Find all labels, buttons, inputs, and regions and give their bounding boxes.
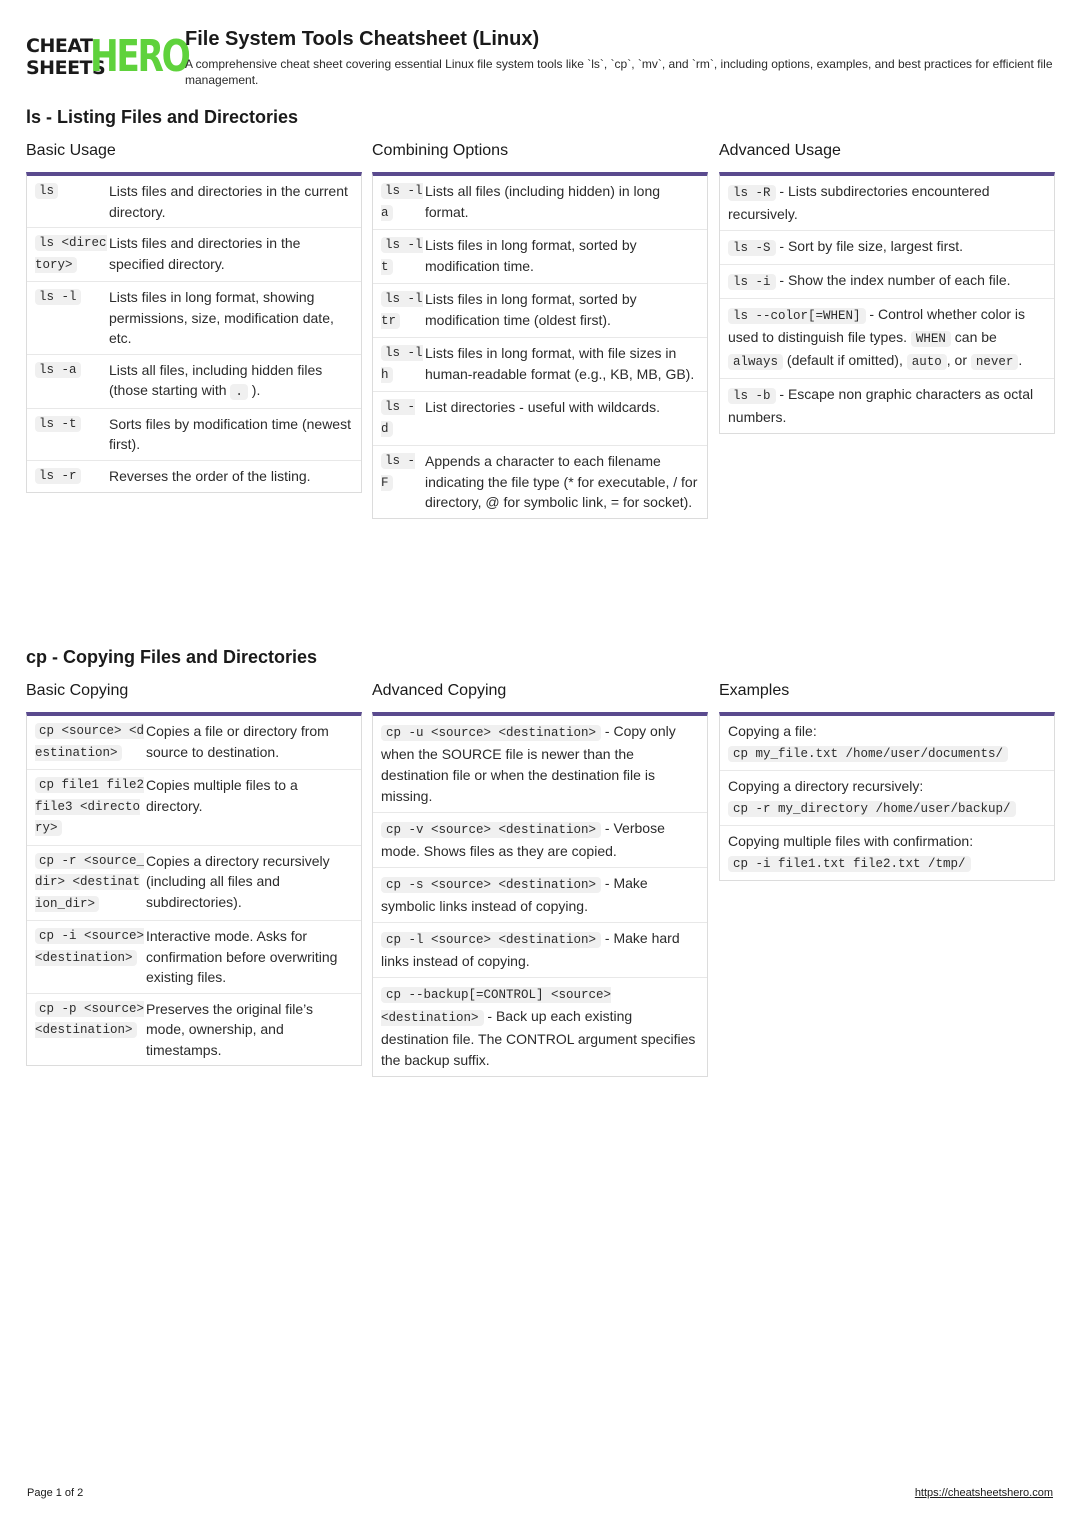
cp-basic-card (26, 712, 362, 1066)
table-row (720, 826, 1054, 880)
command-code: cp -r my_directory /home/user/backup/ (728, 801, 1016, 817)
example-label: Copying a directory recursively: (728, 778, 924, 794)
command-code: ls -lh (381, 346, 423, 382)
command-description: Reverses the order of the listing. (109, 467, 311, 484)
command-code: cp -i <source> <destination> (35, 929, 145, 965)
logo-cheat-text: CHEAT (26, 35, 93, 57)
command-code: ls -F (381, 454, 416, 490)
cp-basic-column (26, 681, 362, 1066)
page-number: Page 1 of 2 (27, 1487, 84, 1499)
command-code: ls -S (728, 240, 776, 256)
command-code: ls -t (35, 414, 109, 455)
column-title: Combining Options (372, 142, 509, 159)
table-row (720, 716, 1054, 771)
example-label: Copying a file: (728, 723, 817, 739)
example-label: Copying multiple files with confirmation: (728, 833, 974, 849)
command-code: ls -a (35, 360, 109, 403)
table-row (27, 846, 361, 922)
command-description: Lists files in long format, with file sizes in human-readable format (e.g., KB, MB, GB). (425, 345, 695, 382)
cp-examples-column (719, 681, 1055, 881)
footer-link[interactable]: https://cheatsheetshero.com (914, 1487, 1053, 1499)
command-code: ls <directory> (35, 236, 107, 272)
table-row (27, 176, 361, 228)
table-row (373, 338, 707, 392)
command-code: cp <source> <destination> (35, 724, 145, 760)
command-description: - Sort by file size, largest first. (775, 238, 964, 254)
command-code: ls -lt (381, 238, 423, 274)
command-description: - Verbose mode. Shows files as they are copied. (381, 820, 665, 859)
table-row (27, 921, 361, 994)
command-code: ls -R (728, 185, 776, 201)
column-title: Examples (719, 682, 790, 699)
command-description: Appends a character to each filename indicating the file type (* for executable, / for directory, @ for symbolic link, = for socket). (425, 453, 698, 510)
command-description: - Lists subdirectories encountered recursively. (728, 183, 990, 222)
command-code: ls -i (728, 274, 776, 290)
column-title: Basic Copying (26, 682, 129, 699)
command-description: Copies multiple files to a directory. (146, 777, 298, 814)
command-description: Copies a file or directory from source to destination. (146, 723, 329, 760)
ls-basic-column (26, 141, 362, 493)
ls-combining-column (372, 141, 708, 519)
table-row (27, 994, 361, 1066)
page-title: File System Tools Cheatsheet (Linux) (185, 28, 540, 50)
ls-advanced-column (719, 141, 1055, 434)
command-code: cp my_file.txt /home/user/documents/ (728, 746, 1008, 762)
command-code: ls -b (728, 388, 776, 404)
table-row (27, 355, 361, 409)
command-description: - Make hard links instead of copying. (381, 930, 680, 969)
command-description: Interactive mode. Asks for confirmation before overwriting existing files. (146, 928, 338, 985)
table-row (720, 771, 1054, 826)
table-row (27, 282, 361, 355)
table-row (373, 813, 707, 868)
command-description: Sorts files by modification time (newest first). (109, 415, 351, 452)
command-description: List directories - useful with wildcards. (425, 399, 660, 415)
column-title: Advanced Usage (719, 142, 841, 159)
command-description: Lists files and directories in the current directory. (109, 183, 348, 220)
cp-advanced-card (372, 712, 708, 1077)
cp-examples-card (719, 712, 1055, 881)
command-code: ls -la (381, 184, 423, 220)
command-code: ls -d (381, 400, 416, 436)
section-title-cp: cp - Copying Files and Directories (26, 647, 318, 667)
table-row (27, 770, 361, 846)
table-row (720, 265, 1054, 299)
command-description: Lists all files, including hidden files (those starting with . ). (109, 361, 323, 399)
table-row (373, 392, 707, 446)
cp-advanced-column (372, 681, 708, 1077)
command-description: - Make symbolic links instead of copying. (381, 875, 648, 914)
page-header (26, 28, 1056, 88)
table-row (373, 284, 707, 338)
command-code: cp -v <source> <destination> (381, 822, 601, 838)
logo-sheets-text: SHEETS (26, 57, 106, 79)
table-row: ls --color[=WHEN] - Control whether color is used to distinguish file types. WHEN can be always (default if omitted), auto , or never . (720, 299, 1054, 379)
column-title: Basic Usage (26, 142, 116, 159)
table-row (720, 379, 1054, 433)
command-description: Preserves the original file’s mode, ownership, and timestamps. (146, 1000, 314, 1058)
command-description: Lists files in long format, sorted by modification time (oldest first). (425, 291, 637, 328)
table-row (373, 230, 707, 284)
command-code: cp -r <source_dir> <destination_dir> (35, 853, 145, 911)
command-code: cp file1 file2 file3 <directory> (35, 778, 145, 835)
table-row (27, 461, 361, 493)
ls-advanced-card (719, 172, 1055, 434)
command-code: ls -ltr (381, 292, 423, 328)
command-description: - Back up each existing destination file. The CONTROL argument specifies the backup suffix. (381, 1008, 696, 1068)
command-description: Lists files and directories in the specified directory. (109, 235, 301, 272)
table-row (373, 868, 707, 923)
logo-hero-text: HERO (90, 31, 189, 82)
command-code: cp -i file1.txt file2.txt /tmp/ (728, 856, 971, 872)
command-description: Lists files in long format, showing permissions, size, modification date, etc. (109, 289, 334, 346)
command-code: cp -p <source> <destination> (35, 1001, 145, 1037)
table-row (373, 176, 707, 230)
table-row (373, 923, 707, 978)
command-code: cp -l <source> <destination> (381, 932, 601, 948)
table-row (27, 228, 361, 282)
command-description: Lists files in long format, sorted by modification time. (425, 237, 637, 274)
command-code: cp --backup[=CONTROL] <source> <destination> (381, 988, 612, 1025)
command-code: cp -s <source> <destination> (381, 877, 601, 893)
command-code: ls --color[=WHEN] (728, 308, 866, 324)
command-code: cp -u <source> <destination> (381, 725, 601, 741)
column-title: Advanced Copying (372, 682, 507, 699)
ls-basic-card (26, 172, 362, 493)
table-row (720, 176, 1054, 231)
command-description: - Escape non graphic characters as octal numbers. (728, 386, 1034, 425)
table-row (373, 716, 707, 813)
section-title-ls: ls - Listing Files and Directories (26, 107, 299, 127)
command-description: Copies a directory recursively (including all files and subdirectories). (146, 852, 330, 910)
ls-combining-card (372, 172, 708, 519)
command-code: ls -l (35, 287, 109, 349)
table-row (27, 716, 361, 770)
command-description: Lists all files (including hidden) in long format. (425, 183, 661, 220)
table-row (373, 446, 707, 518)
cheatsheetshero-logo[interactable] (26, 31, 189, 82)
table-row (373, 978, 707, 1076)
command-description: - Copy only when the SOURCE file is newer than the destination file or when the destination file is missing. (381, 723, 676, 804)
page-subtitle: A comprehensive cheat sheet covering essential Linux file system tools like `ls`, `cp`, `mv`, and `rm`, including options, examples, and best practices for efficient file management. (185, 57, 1053, 87)
command-code: ls -r (35, 466, 109, 488)
command-description: - Show the index number of each file. (775, 272, 1011, 288)
table-row (720, 231, 1054, 265)
command-code: ls (35, 181, 109, 222)
table-row (27, 409, 361, 461)
